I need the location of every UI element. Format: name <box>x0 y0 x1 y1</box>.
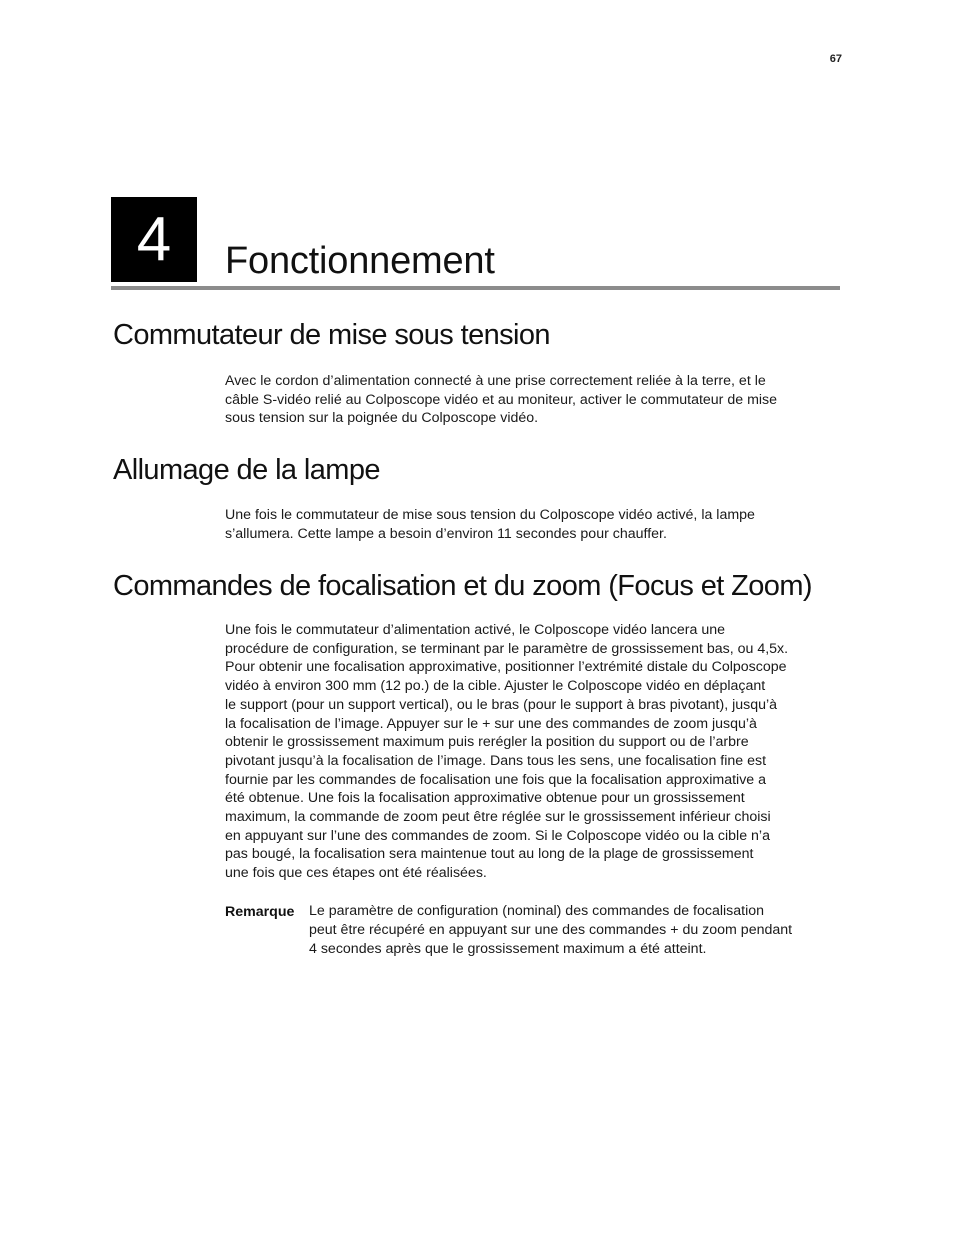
section-body-lamp: Une fois le commutateur de mise sous tension du Colposcope vidéo activé, la lampe s’allumera. Cette lampe a besoin d’environ 11 secondes pour chauffer. <box>225 507 755 542</box>
section-body-power-switch: Avec le cordon d’alimentation connecté à une prise correctement reliée à la terre, et le câble S-vidéo relié au Colposcope vidéo et au moniteur, activer le commutateur de mise sous tension sur la poignée du Colposcope vidéo. <box>225 373 778 427</box>
section-title-lamp: Allumage de la lampe <box>113 454 380 486</box>
chapter-title: Fonctionnement <box>225 240 495 282</box>
note-text: Le paramètre de configuration (nominal) des commandes de focalisation peut être récupéré en appuyant sur une des commandes + du zoom pendant 4 secondes après que le grossissement maximum a été atteint. <box>309 903 793 957</box>
page-number: 67 <box>829 53 842 65</box>
section-title-focus-zoom: Commandes de focalisation et du zoom (Focus et Zoom) <box>113 570 812 602</box>
chapter-divider <box>111 286 840 290</box>
section-title-power-switch: Commutateur de mise sous tension <box>113 319 550 351</box>
chapter-number-box: 4 <box>111 197 197 282</box>
note-label: Remarque <box>225 904 295 920</box>
section-body-focus-zoom: Une fois le commutateur d’alimentation activé, le Colposcope vidéo lancera une procédure de configuration, se terminant par le paramètre de grossissement bas, ou 4,5x. Pour obtenir une focalisation approximative, positionner l’extrémité distale du Colposcope vidéo à environ 300 mm (12 po.) de la cible. Ajuster le Colposcope vidéo en déplaçant le support (pour un support vertical), ou le bras (pour le support à bras pivotant), jusqu’à la focalisation de l’image. Appuyer sur le + sur une des commandes de zoom jusqu’à obtenir le grossissement maximum puis rerégler la position du support ou de l’arbre pivotant jusqu’à la focalisation de l’image. Dans tous les sens, une focalisation fine est fournie par les commandes de focalisation une fois que la focalisation approximative a été obtenue. Une fois la focalisation approximative obtenue pour un grossissement maximum, la commande de zoom peut être réglée sur le grossissement inférieur choisi en appuyant sur l’une des commandes de zoom. Si le Colposcope vidéo ou la cible n’a pas bougé, la focalisation sera maintenue tout au long de la plage de grossissement une fois que ces étapes ont été réalisées. <box>225 622 789 882</box>
